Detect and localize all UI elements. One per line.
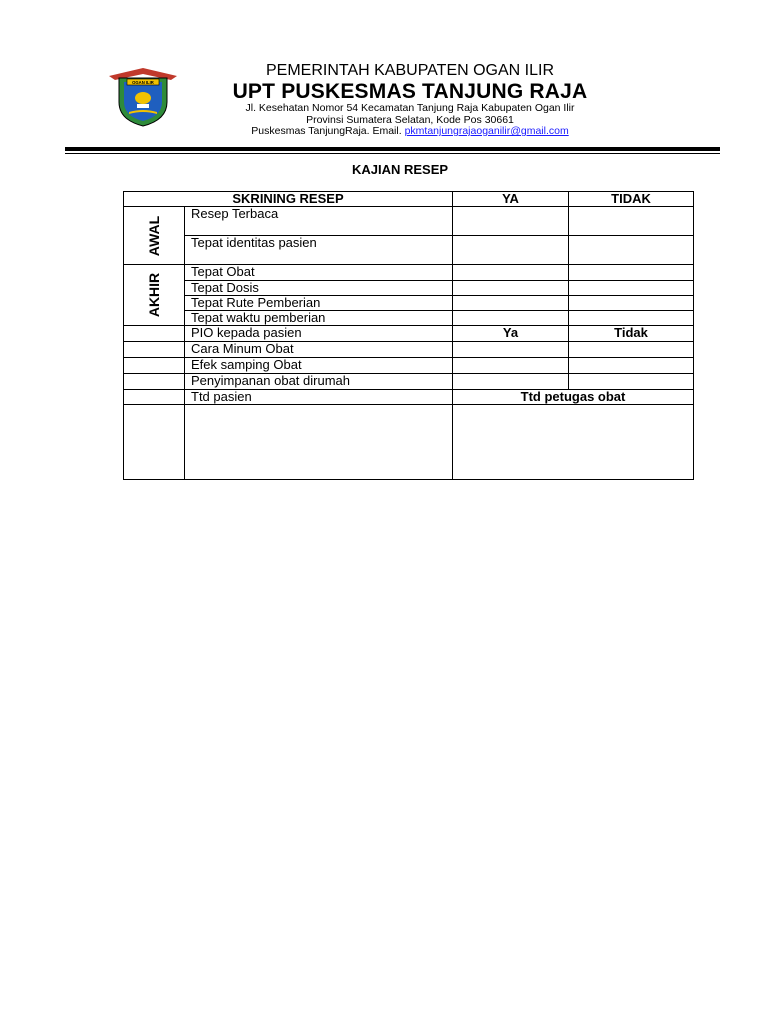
item-label: Resep Terbaca bbox=[185, 207, 453, 236]
ya-cell[interactable] bbox=[453, 296, 569, 311]
table-row bbox=[124, 207, 694, 236]
section-akhir-label: AKHIR bbox=[146, 272, 162, 318]
province-line: Provinsi Sumatera Selatan, Kode Pos 30661 bbox=[306, 114, 514, 126]
header-row bbox=[124, 192, 694, 207]
signature-header-row bbox=[124, 390, 694, 405]
item-label: Efek samping Obat bbox=[185, 358, 453, 374]
header-ya: YA bbox=[453, 192, 569, 207]
ogan-ilir-logo bbox=[107, 66, 179, 128]
kajian-resep-table bbox=[123, 191, 694, 480]
ya-cell[interactable] bbox=[453, 358, 569, 374]
section-awal bbox=[124, 207, 185, 265]
ya-cell[interactable] bbox=[453, 311, 569, 326]
signature-row bbox=[124, 405, 694, 480]
ttd-petugas-label: Ttd petugas obat bbox=[453, 390, 694, 405]
table-row bbox=[124, 342, 694, 358]
address-line: Jl. Kesehatan Nomor 54 Kecamatan Tanjung Raja Kabupaten Ogan Ilir bbox=[245, 102, 575, 114]
document-title: KAJIAN RESEP bbox=[351, 162, 449, 177]
section-awal-label: AWAL bbox=[146, 215, 162, 256]
ya-cell[interactable] bbox=[453, 374, 569, 390]
ya-cell[interactable] bbox=[453, 265, 569, 281]
item-label: Tepat Obat bbox=[185, 265, 453, 281]
institution-name: UPT PUSKESMAS TANJUNG RAJA bbox=[232, 80, 588, 103]
section-akhir bbox=[124, 265, 185, 326]
pasien-signature-area[interactable] bbox=[185, 405, 453, 480]
item-label: Cara Minum Obat bbox=[185, 342, 453, 358]
pio-ya: Ya bbox=[453, 326, 569, 342]
tidak-cell[interactable] bbox=[569, 265, 694, 281]
blank-cell bbox=[124, 358, 185, 374]
table-row bbox=[124, 311, 694, 326]
header-skrining: SKRINING RESEP bbox=[124, 192, 453, 207]
ya-cell[interactable] bbox=[453, 236, 569, 265]
item-label: Tepat waktu pemberian bbox=[185, 311, 453, 326]
tidak-cell[interactable] bbox=[569, 311, 694, 326]
ya-cell[interactable] bbox=[453, 207, 569, 236]
item-label: Tepat Dosis bbox=[185, 281, 453, 296]
pio-row bbox=[124, 326, 694, 342]
pio-label: PIO kepada pasien bbox=[185, 326, 453, 342]
blank-cell bbox=[124, 374, 185, 390]
tidak-cell[interactable] bbox=[569, 281, 694, 296]
contact-prefix: Puskesmas TanjungRaja. Email. bbox=[251, 125, 405, 137]
table-row bbox=[124, 296, 694, 311]
table-row bbox=[124, 281, 694, 296]
petugas-signature-area[interactable] bbox=[453, 405, 694, 480]
letterhead-divider-thick bbox=[65, 147, 720, 151]
tidak-cell[interactable] bbox=[569, 374, 694, 390]
item-label: Penyimpanan obat dirumah bbox=[185, 374, 453, 390]
letterhead-divider-thin bbox=[65, 153, 720, 154]
ttd-pasien-label: Ttd pasien bbox=[185, 390, 453, 405]
logo-text: OGAN ILIR bbox=[132, 80, 154, 85]
ya-cell[interactable] bbox=[453, 281, 569, 296]
blank-cell bbox=[124, 390, 185, 405]
tidak-cell[interactable] bbox=[569, 296, 694, 311]
item-label: Tepat identitas pasien bbox=[185, 236, 453, 265]
ya-cell[interactable] bbox=[453, 342, 569, 358]
header-tidak: TIDAK bbox=[569, 192, 694, 207]
table-row bbox=[124, 236, 694, 265]
contact-line bbox=[200, 125, 620, 137]
tidak-cell[interactable] bbox=[569, 236, 694, 265]
gov-name: PEMERINTAH KABUPATEN OGAN ILIR bbox=[265, 62, 555, 79]
item-label: Tepat Rute Pemberian bbox=[185, 296, 453, 311]
pio-tidak: Tidak bbox=[569, 326, 694, 342]
tidak-cell[interactable] bbox=[569, 358, 694, 374]
table-row bbox=[124, 265, 694, 281]
tidak-cell[interactable] bbox=[569, 342, 694, 358]
table-row bbox=[124, 374, 694, 390]
table-row bbox=[124, 358, 694, 374]
blank-cell bbox=[124, 326, 185, 342]
email-link[interactable]: pkmtanjungrajaoganilir@gmail.com bbox=[404, 125, 569, 137]
tidak-cell[interactable] bbox=[569, 207, 694, 236]
blank-cell bbox=[124, 342, 185, 358]
blank-cell bbox=[124, 405, 185, 480]
